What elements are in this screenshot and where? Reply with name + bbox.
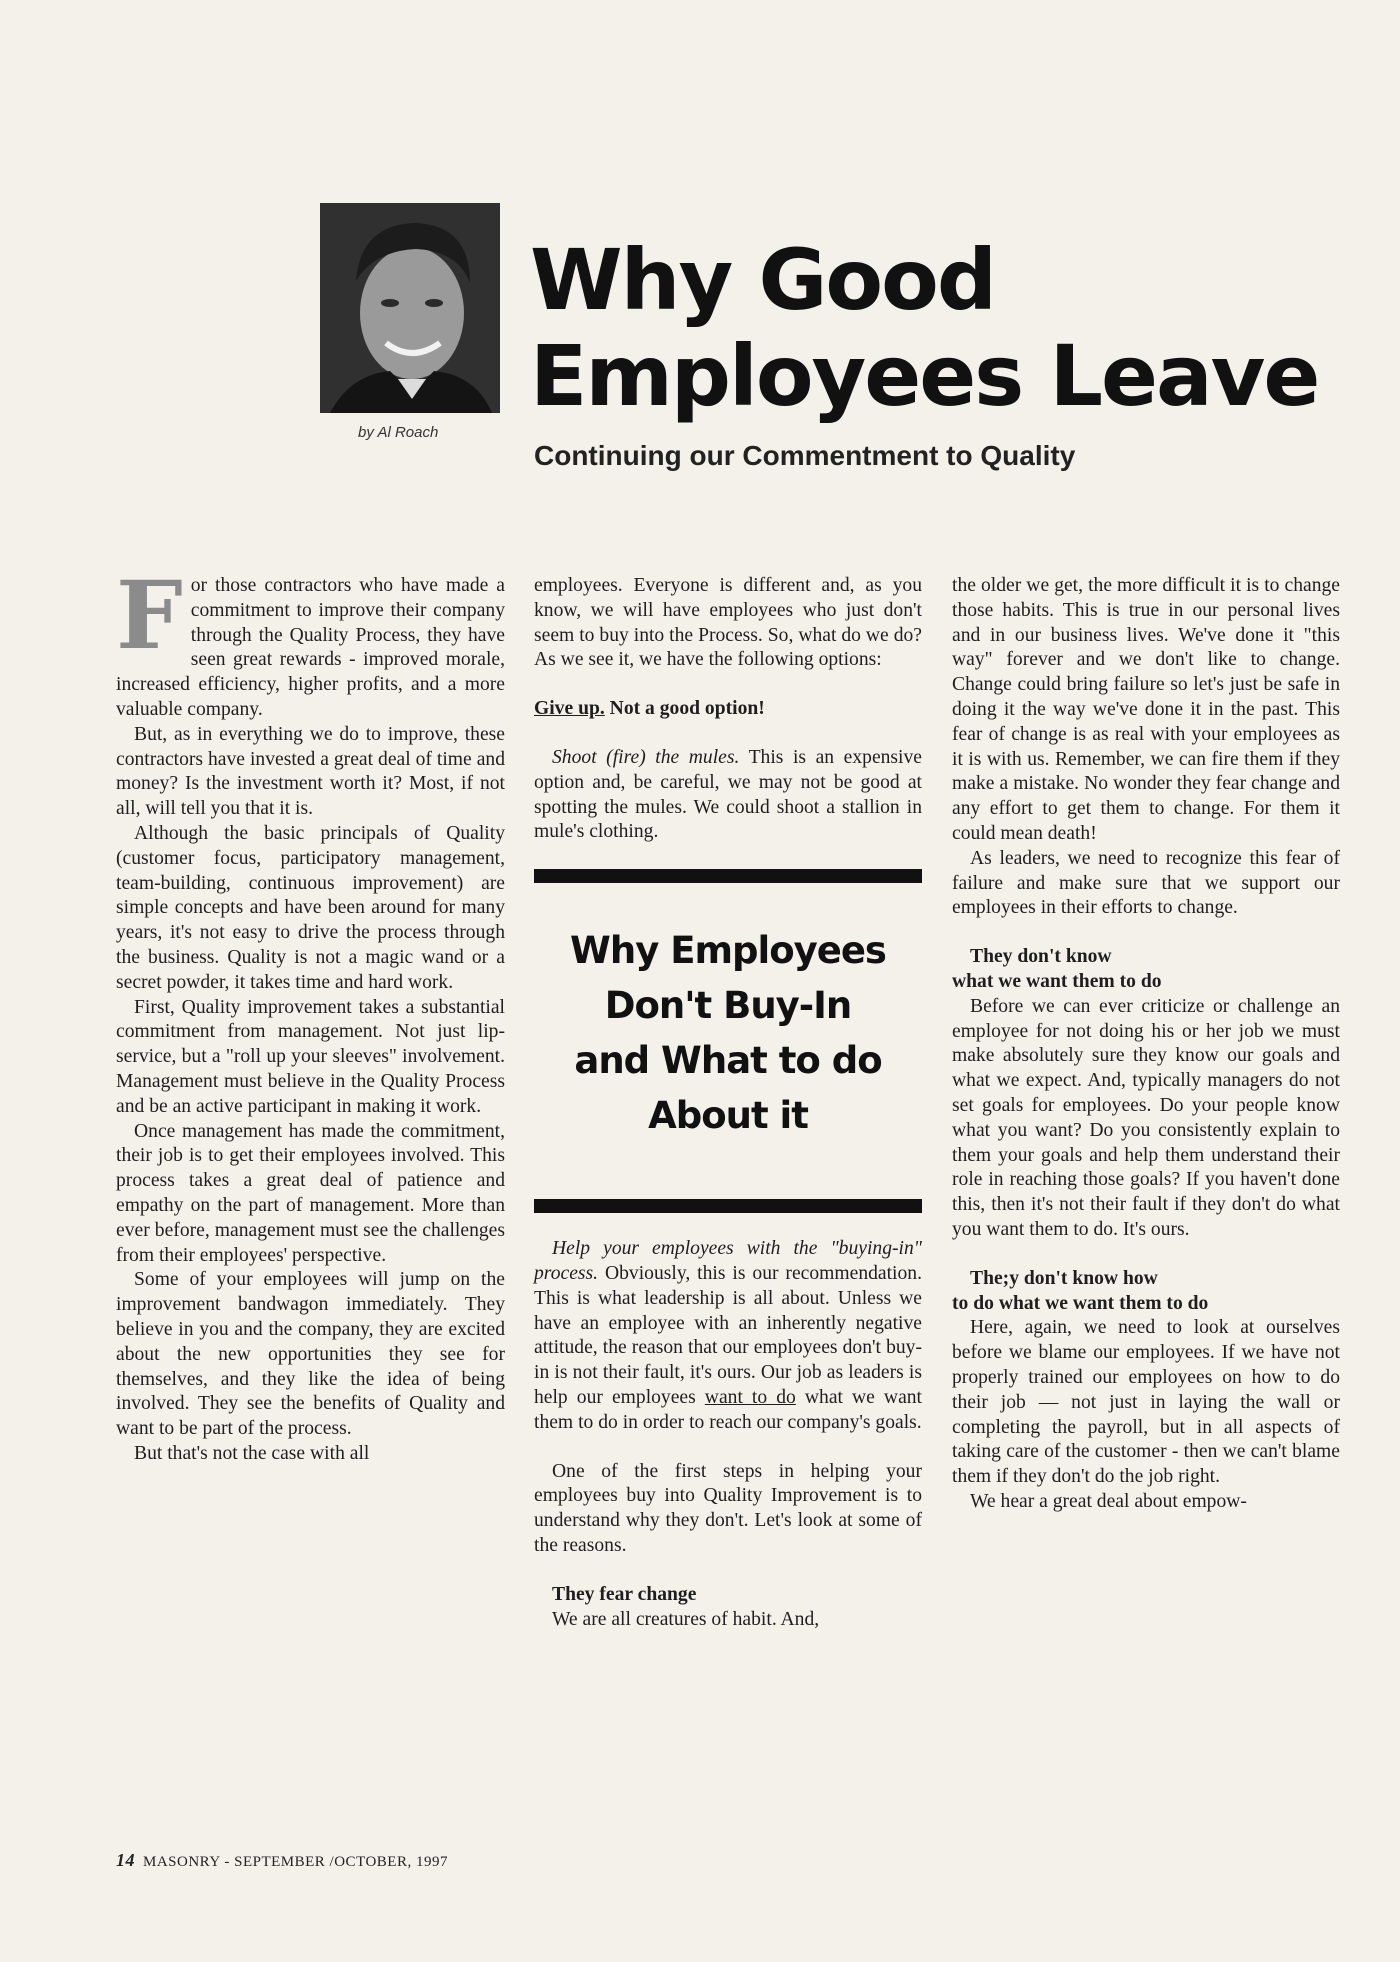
article-title: [530, 232, 1318, 424]
page-number: 14: [116, 1850, 135, 1870]
column-2: [534, 574, 922, 1632]
dont-know-how-heading: [952, 1267, 1340, 1317]
col3-paragraph-3: Before we can ever criticize or challenge an employee for not doing his or her job we must make absolutely sure they know our goals and what we expect. And, typically managers do not set goals for employees. Do your people know what you want? Do you consistently explain to them your goals and help them understand their role in reaching those goals? If you haven't done this, then it's not their fault if they don't do what you want them to do. It's ours.: [952, 995, 1340, 1240]
give-up-label: Give up.: [534, 698, 605, 720]
page-footer: [116, 1850, 448, 1871]
sidebar-heading: [534, 923, 922, 1143]
help-text-1: Obviously, this is our recommendation. This is what leadership is all about. Unless we have an employee with an inherently negative attitude, the reason that our employees don't buy-in is not their fault, it's ours. Our job as leaders is help our employees: [534, 1262, 922, 1408]
col1-paragraph-5: Once management has made the commitment, their job is to get their employees involved. This process takes a great deal of patience and empathy on the part of management. More than ever before, management must see the challenges from their employees' perspective.: [116, 1120, 505, 1266]
shoot-mules-label: Shoot (fire) the mules.: [552, 746, 740, 768]
col1-p1-text: or those contractors who have made a commitment to improve their company through the Quality Process, they have seen great rewards - improved morale, increased efficiency, higher profits, and a more valuable company.: [116, 575, 505, 720]
col3-paragraph-5: We hear a great deal about empow-: [970, 1490, 1247, 1512]
sidebar-heading-line-4: About it: [648, 1094, 808, 1138]
publication-info: MASONRY - SEPTEMBER /OCTOBER, 1997: [143, 1854, 448, 1870]
column-1: [116, 561, 505, 1467]
sidebar-bottom-rule: [534, 1199, 922, 1213]
sidebar-top-rule: [534, 869, 922, 883]
creatures-of-habit-paragraph: We are all creatures of habit. And,: [552, 1608, 820, 1630]
col3-paragraph-4: Here, again, we need to look at ourselves before we blame our employees. If we have not properly trained our employees on how to do their job — not just in laying the wall or completing the payroll, but in all aspects of taking care of the customer - then we can't blame them if they don't do the job right.: [952, 1317, 1340, 1488]
dont-know-how-line-2: to do what we want them to do: [952, 1292, 1209, 1314]
author-photo: [320, 203, 500, 413]
col1-paragraph-7: But that's not the case with all: [134, 1442, 370, 1464]
dont-know-what-heading: [952, 945, 1340, 995]
col2-paragraph-1: employees. Everyone is different and, as you know, we will have employees who just don't seem to buy into the Process. So, what do we do? As we see it, we have the following options:: [534, 575, 922, 671]
dont-know-what-line-2: what we want them to do: [952, 970, 1162, 992]
help-text-2: what we want them to do in order to reach our company's goals.: [534, 1386, 923, 1433]
first-steps-paragraph: One of the first steps in helping your employees buy into Quality Improvement is to understand why they don't. Let's look at some of the reasons.: [534, 1460, 922, 1556]
title-line-2: Employees Leave: [530, 327, 1319, 425]
drop-cap: F: [116, 561, 183, 671]
sidebar-heading-line-2: Don't Buy-In: [604, 984, 852, 1028]
sidebar-heading-line-1: Why Employees: [570, 929, 886, 973]
shoot-mules-text: This is an expensive option and, be careful, we may not be good at spotting the mules. We could shoot a stallion in mule's clothing.: [534, 746, 922, 843]
help-employees-paragraph: [534, 1237, 922, 1435]
article-subtitle: Continuing our Commentment to Quality: [534, 440, 1076, 471]
help-underline: want to do: [704, 1386, 796, 1408]
col1-paragraph-6: Some of your employees will jump on the improvement bandwagon immediately. They believe in you and the company, they are excited about the new opportunities they see for themselves, and they like the idea of being involved. They see the benefits of Quality and want to be part of the process.: [116, 1269, 505, 1440]
give-up-text: Not a good option!: [604, 698, 765, 720]
column-3: [952, 574, 1340, 1515]
col1-paragraph-4: First, Quality improvement takes a substantial commitment from management. Not just lip-service, but a "roll up your sleeves" involvement. Management must believe in the Quality Process and be an active participant in making it work.: [116, 996, 505, 1117]
dont-know-what-line-1: They don't know: [970, 946, 1112, 968]
sidebar-heading-line-3: and What to do: [574, 1039, 882, 1083]
col1-paragraph-3: Although the basic principals of Quality (customer focus, participatory management, team-building, continuous improvement) are simple concepts and have been around for many years, it's not easy to drive the process through the business. Quality is not a magic wand or a secret powder, it takes time and hard work.: [116, 822, 505, 993]
give-up-paragraph: [534, 697, 922, 722]
col1-paragraph-1: [116, 561, 505, 723]
help-label: Help your employees with the "buying-in" process.: [534, 1238, 922, 1284]
shoot-mules-paragraph: [534, 746, 922, 845]
dont-know-how-line-1: The;y don't know how: [970, 1267, 1158, 1289]
col1-paragraph-2: But, as in everything we do to improve, these contractors have invested a great deal of time and money? Is the investment worth it? Most, if not all, will tell you that it is.: [116, 723, 505, 820]
col3-paragraph-2: As leaders, we need to recognize this fear of failure and make sure that we support our employees in their efforts to change.: [952, 847, 1340, 919]
author-portrait-image: [320, 203, 500, 413]
byline: by Al Roach: [358, 424, 439, 441]
col3-paragraph-1: the older we get, the more difficult it is to change those habits. This is true in our personal lives and in our business lives. We've done it "this way" forever and we don't like to change. Change could bring failure so let's just be safe in doing it the way we've done it in the past. This fear of change is as real with your employees as it is with us. Remember, we can fire them if they make a mistake. No wonder they fear change and any effort to get them to change. For them it could mean death!: [952, 575, 1340, 844]
title-line-1: Why Good: [530, 231, 995, 329]
fear-change-heading: They fear change: [552, 1583, 697, 1605]
